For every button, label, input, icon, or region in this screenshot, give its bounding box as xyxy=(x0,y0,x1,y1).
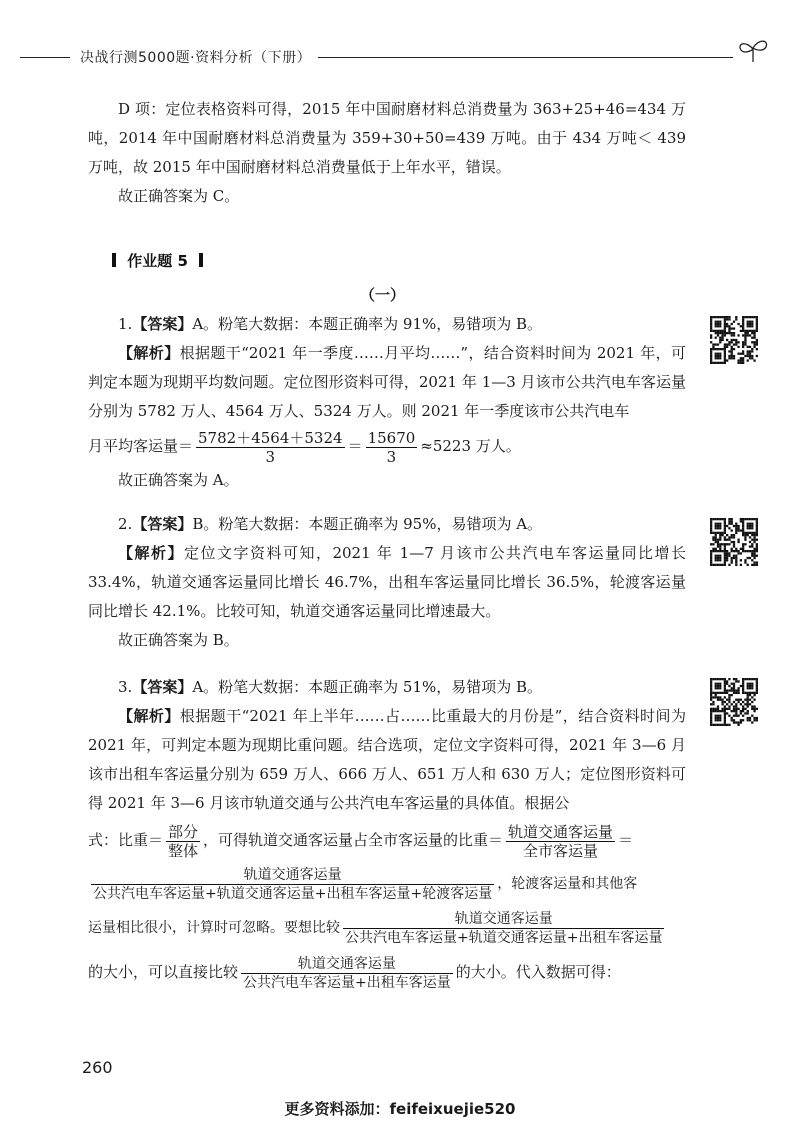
q1-analysis-tag: 【解析】 xyxy=(118,344,180,362)
q3-answer-tag: 【答案】 xyxy=(132,678,193,696)
q1-answer-text: A。粉笔大数据：本题正确率为 91%，易错项为 B。 xyxy=(192,315,543,333)
option-d-analysis: D 项：定位表格资料可得，2015 年中国耐磨材料总消费量为 363+25+46=434 万吨，2014 年中国耐磨材料总消费量为 359+30+50=439 万吨。由于 434 万吨＜ 439 万吨，故 2015 年中国耐磨材料总消费量低于上年水平，错误。 xyxy=(88,100,686,176)
q1-frac1-denominator: 3 xyxy=(265,447,276,466)
q3-formula-line-3 xyxy=(88,906,686,950)
qr-code-icon[interactable] xyxy=(710,518,758,566)
q3-analysis xyxy=(88,702,686,818)
q1-frac1-numerator: 5782＋4564＋5324 xyxy=(198,428,343,447)
q1-answer-tag: 【答案】 xyxy=(132,315,193,333)
q1-analysis xyxy=(88,339,686,426)
q2-number: 2. xyxy=(118,515,133,533)
q1-formula-result: ≈5223 万人。 xyxy=(420,437,521,455)
q3-formula-line-4 xyxy=(88,950,686,994)
q3-fraction-part-whole xyxy=(166,823,200,860)
q3-frac-b-denominator: 全市客运量 xyxy=(523,841,599,860)
q3-answer xyxy=(88,673,686,702)
q3-analysis-tag: 【解析】 xyxy=(118,707,180,725)
q3-frac-c-numerator: 轨道交通客运量 xyxy=(91,866,494,885)
q3-frac-e-denominator: 公共汽电车客运量+出租车客运量 xyxy=(243,974,451,991)
q2-answer-text: B。粉笔大数据：本题正确率为 95%，易错项为 A。 xyxy=(192,515,543,533)
heading-bar-left xyxy=(112,253,116,267)
header-rule-left xyxy=(20,57,70,58)
q3-frac-b-numerator: 轨道交通客运量 xyxy=(508,822,614,841)
q3-frac-a-numerator: 部分 xyxy=(168,822,199,841)
q3-compare-tail: 的大小。代入数据可得： xyxy=(455,963,621,981)
question-3 xyxy=(88,673,686,994)
q1-analysis-text: 根据题干“2021 年一季度……月平均……”，结合资料时间为 2021 年，可判定本题为现期平均数问题。定位图形资料可得，2021 年 1—3 月该市公共汽电车客运量分别为 5782 万人、4564 万人、5324 万人。则 2021 年一季度该市公共汽电车 xyxy=(88,344,686,420)
section-title: 作业题 5 xyxy=(127,252,188,270)
q3-formula-line-1 xyxy=(88,818,686,862)
q3-frac-d-numerator: 轨道交通客运量 xyxy=(343,910,664,929)
page-header xyxy=(0,30,800,70)
question-2 xyxy=(88,510,686,655)
question-1 xyxy=(88,310,686,495)
q3-frac-e-numerator: 轨道交通客运量 xyxy=(241,955,453,974)
q3-frac-a-denominator: 整体 xyxy=(168,841,199,860)
subsection-title: （一） xyxy=(360,286,406,304)
q1-number: 1. xyxy=(118,315,133,333)
q3-fraction-simplified xyxy=(241,955,453,992)
q3-number: 3. xyxy=(118,678,133,696)
q2-analysis-text: 定位文字资料可知，2021 年 1—7 月该市公共汽电车客运量同比增长 33.4%，轨道交通客运量同比增长 46.7%，出租车客运量同比增长 36.5%，轮渡客运量同比增长 42.1%。比较可知，轨道交通客运量同比增速最大。 xyxy=(88,544,686,620)
q1-formula: 月平均客运量＝ $\frac{5782+4564+5324}{3}$ ＝ $\frac{15670}{3}$ ≈5223 万人。 xyxy=(88,428,521,466)
q1-conclusion: 故正确答案为 A。 xyxy=(118,471,239,489)
q3-frac-d-denominator: 公共汽电车客运量+轨道交通客运量+出租车客运量 xyxy=(345,929,663,946)
book-title: 决战行测5000题·资料分析（下册） xyxy=(80,50,312,66)
q3-fraction-rail-city xyxy=(506,823,615,860)
sprout-icon xyxy=(733,36,773,64)
q1-formula-lead: 月平均客运量＝ xyxy=(88,437,194,455)
q3-frac-c-denominator: 公共汽电车客运量+轨道交通客运量+出租车客运量+轮渡客运量 xyxy=(93,885,493,902)
page-number: 260 xyxy=(82,1058,113,1077)
qr-code-icon[interactable] xyxy=(710,316,758,364)
header-rule-right xyxy=(318,57,733,58)
q3-analysis-text: 根据题干“2021 年上半年……占……比重最大的月份是”，结合资料时间为 2021 年，可判定本题为现期比重问题。结合选项，定位文字资料可得，2021 年 3—6 月该市出租车客运量分别为 659 万人、666 万人、651 万人和 630 万人；定位图形资料可得 2021 年 3—6 月该市轨道交通与公共汽电车客运量的具体值。根据公 xyxy=(88,707,686,812)
heading-bar-right xyxy=(199,253,203,267)
q1-frac2-denominator: 3 xyxy=(386,447,397,466)
q1-fraction-sum xyxy=(196,429,345,466)
q1-answer xyxy=(88,310,686,339)
q2-analysis-tag: 【解析】 xyxy=(118,544,184,562)
q1-fraction-total xyxy=(366,429,418,466)
intro-section xyxy=(88,95,686,211)
qr-code-icon[interactable] xyxy=(710,678,758,726)
q3-formula-mid: ，可得轨道交通客运量占全市客运量的比重＝ xyxy=(203,831,504,849)
q3-fraction-full-expansion xyxy=(91,866,494,903)
section-heading xyxy=(112,250,203,271)
q2-analysis xyxy=(88,539,686,626)
q3-equals: ＝ xyxy=(618,831,634,849)
q3-fraction-three-modes xyxy=(343,910,664,947)
q3-answer-text: A。粉笔大数据：本题正确率为 51%，易错项为 B。 xyxy=(192,678,543,696)
q2-conclusion: 故正确答案为 B。 xyxy=(118,631,239,649)
q3-ignore-text: 运量相比很小，计算时可忽略。要想比较 xyxy=(88,920,340,936)
q3-compare-lead: 的大小，可以直接比较 xyxy=(88,963,239,981)
q2-answer-tag: 【答案】 xyxy=(132,515,193,533)
q3-formula-lead: 式：比重＝ xyxy=(88,831,164,849)
footer-note: 更多资料添加：feifeixuejie520 xyxy=(284,1100,516,1118)
q3-formula-line-2 xyxy=(88,862,686,906)
q2-answer xyxy=(88,510,686,539)
q1-frac2-numerator: 15670 xyxy=(367,428,416,447)
intro-conclusion: 故正确答案为 C。 xyxy=(118,187,240,205)
q3-after-fraction-c: ，轮渡客运量和其他客 xyxy=(497,876,638,892)
